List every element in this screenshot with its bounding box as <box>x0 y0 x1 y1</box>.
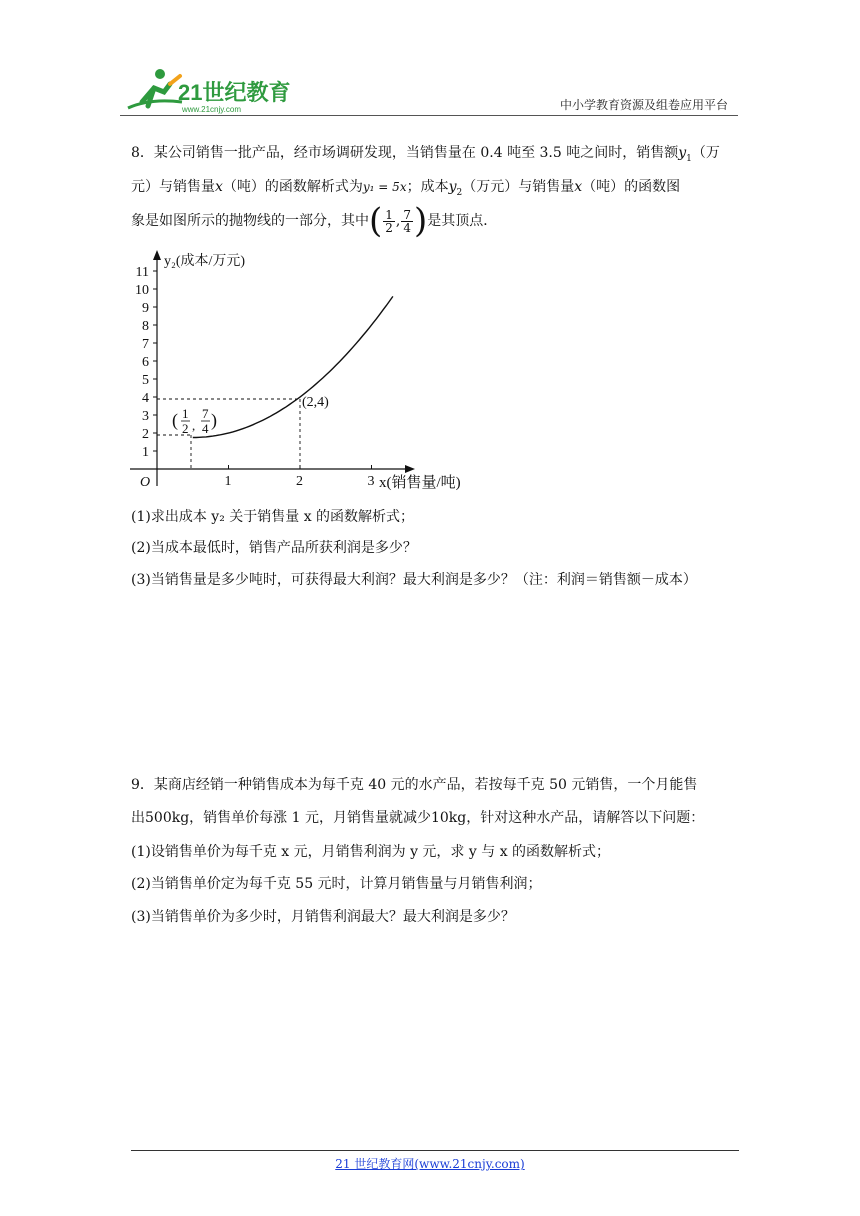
svg-text:1: 1 <box>182 406 189 421</box>
q8-text-3b: 是其顶点． <box>427 213 498 229</box>
q8-sub-1: 1 <box>686 153 692 164</box>
y-tick-label: 6 <box>142 355 149 370</box>
y-tick-label: 10 <box>135 283 149 298</box>
footer-divider <box>131 1150 739 1151</box>
q8-sub2: (2)当成本最低时，销售产品所获利润是多少？ <box>131 540 417 556</box>
q8-text-3a: 象是如图所示的抛物线的一部分，其中 <box>131 213 369 229</box>
q8-text-2d: （万元）与销售量 <box>462 179 575 195</box>
q8-var-y1: y <box>678 145 687 161</box>
q8-var-y2: y <box>448 179 457 195</box>
q8-line1 <box>131 142 741 164</box>
y-tick-label: 1 <box>142 445 149 460</box>
x-tick-label: 2 <box>296 474 303 489</box>
y-tick-label: 8 <box>142 319 149 334</box>
y-axis-arrow <box>153 250 161 260</box>
footer-link[interactable]: 21 世纪教育网(www.21cnjy.com) <box>335 1157 525 1171</box>
vertex-frac-2: $\frac{7}{4}$ <box>403 207 411 235</box>
parabola-curve <box>193 296 393 437</box>
y-tick-label: 11 <box>135 265 149 280</box>
q9-sub1: (1)设销售单价为每千克 x 元，月销售利润为 y 元，求 y 与 x 的函数解析式； <box>131 844 611 860</box>
q8-var-x2: x <box>574 179 583 195</box>
x-axis-arrow <box>405 465 415 473</box>
q8-text-2a: 元）与销售量 <box>131 179 215 195</box>
platform-name: 中小学教育资源及组卷应用平台 <box>559 98 728 112</box>
logo-text: 21世纪教育 <box>178 80 291 105</box>
svg-text:4: 4 <box>202 421 209 436</box>
q8-text-2b: （吨）的函数解析式为 <box>222 179 363 195</box>
x-tick-label: 3 <box>367 474 375 489</box>
q8-sub-2: 2 <box>456 187 463 198</box>
y-tick-label: 3 <box>142 409 149 424</box>
q8-text-1: 8．某公司销售一批产品，经市场调研发现，当销售量在 0.4 吨至 3.5 吨之间时，销售额 <box>131 145 679 161</box>
q8-line2 <box>131 176 741 198</box>
q8-sub1: (1)求出成本 y₂ 关于销售量 x 的函数解析式； <box>131 509 415 525</box>
svg-text:2: 2 <box>182 421 189 436</box>
logo-url: www.21cnjy.com <box>182 105 241 114</box>
y-tick-label: 5 <box>142 373 149 388</box>
q8-line3: 象是如图所示的抛物线的一部分，其中( $\frac{1}{2}$ , $\frac{7}{4}$ )是其顶点． <box>131 201 498 241</box>
q8-text-1b: （万 <box>691 145 720 161</box>
svg-text:(: ( <box>172 410 178 430</box>
x-tick-label: 1 <box>224 474 232 489</box>
svg-text:): ) <box>211 410 217 430</box>
logo-21cnjy <box>120 62 310 118</box>
q8-text-2c: ；成本 <box>406 179 449 195</box>
header-divider <box>120 115 738 116</box>
x-axis-label: x(销售量/吨) <box>379 475 461 491</box>
y-axis-label: y₂(成本/万元) <box>164 254 246 269</box>
y-tick-label: 9 <box>142 301 149 316</box>
q9-line1: 9．某商店经销一种销售成本为每千克 40 元的水产品，若按每千克 50 元销售，一个月能售 <box>131 777 698 793</box>
q9-line2: 出500kg，销售单价每涨 1 元，月销售量就减少10kg，针对这种水产品，请解答以下问题： <box>131 810 705 826</box>
q8-sub3: (3)当销售量是多少吨时，可获得最大利润？最大利润是多少？（注：利润＝销售额－成本） <box>131 572 697 588</box>
q8-text-2e: （吨）的函数图 <box>582 179 681 195</box>
point-label-2-4: (2,4) <box>302 395 329 410</box>
q8-var-x: x <box>215 179 223 195</box>
origin-label: O <box>140 475 151 490</box>
vertex-frac-1: $\frac{1}{2}$ <box>385 207 393 235</box>
svg-text:,: , <box>192 418 196 433</box>
q9-sub2: (2)当销售单价定为每千克 55 元时，计算月销售量与月销售利润； <box>131 876 542 892</box>
q9-sub3: (3)当销售单价为多少时，月销售利润最大？最大利润是多少？ <box>131 909 515 925</box>
y-tick-label: 7 <box>142 337 149 352</box>
svg-text:7: 7 <box>202 406 209 421</box>
y-tick-label: 4 <box>142 391 149 406</box>
parabola-graph <box>120 248 480 498</box>
vertex-label <box>172 406 217 436</box>
y-tick-label: 2 <box>142 427 149 442</box>
q8-formula: y₁ = 5x <box>362 180 407 194</box>
y-ticks <box>135 265 157 460</box>
